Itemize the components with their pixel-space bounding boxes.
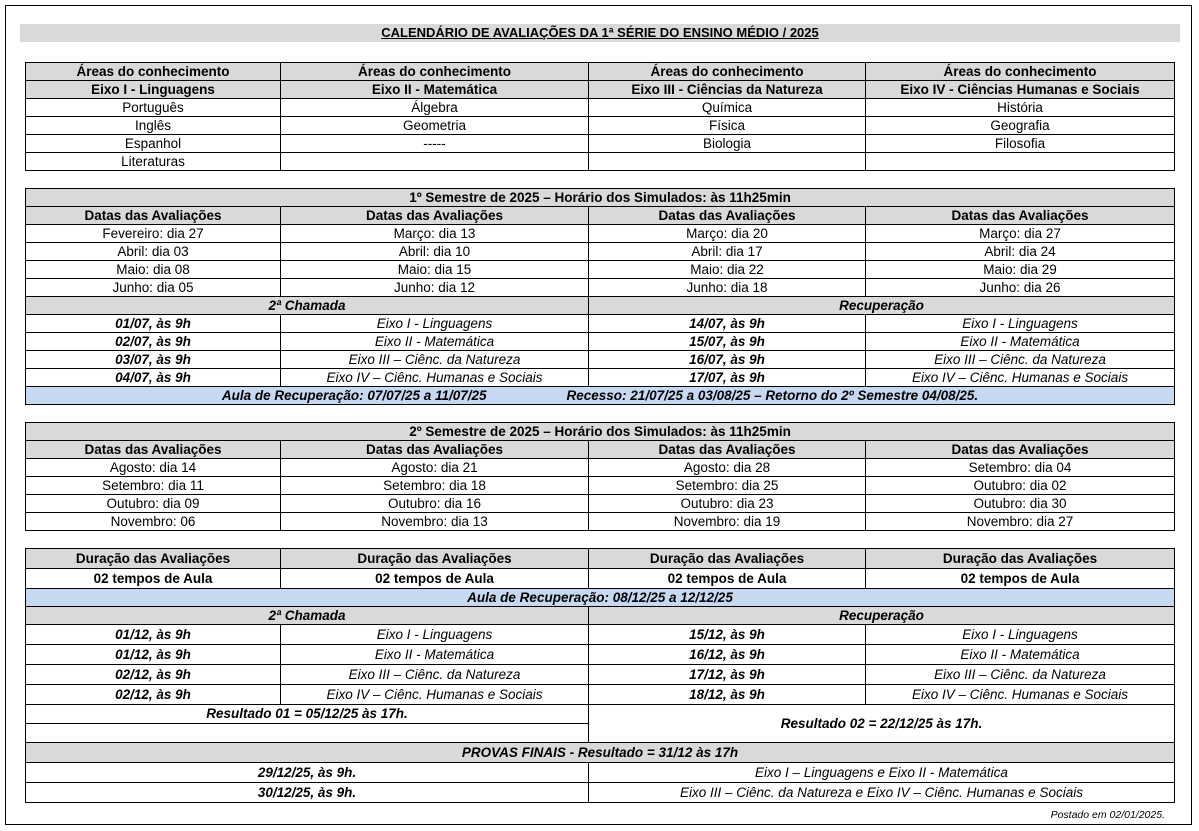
final-exam-axes: Eixo I – Linguagens e Eixo II - Matemática [589,763,1175,783]
date-row [26,279,1175,297]
recovery-axis: Eixo III – Ciênc. da Natureza [866,351,1175,369]
semester2-title: 2º Semestre de 2025 – Horário dos Simulados: às 11h25min [26,423,1175,441]
recovery-axis: Eixo II - Matemática [866,645,1175,665]
makeup-axis: Eixo IV – Ciênc. Humanas e Sociais [281,369,589,387]
subject-cell: Filosofia [866,135,1175,153]
dates-header-cell: Datas das Avaliações [589,207,866,225]
recovery-date: 17/07, às 9h [589,369,866,387]
areas-header-cell: Áreas do conhecimento [281,63,589,81]
duration-header-row [26,549,1175,569]
areas-header-cell: Áreas do conhecimento [26,63,281,81]
subject-cell: Física [589,117,866,135]
recovery-class-row [26,589,1175,607]
recovery-date: 16/12, às 9h [589,645,866,665]
date-cell: Setembro: dia 25 [589,477,866,495]
date-cell: Outubro: dia 02 [866,477,1175,495]
makeup-axis: Eixo IV – Ciênc. Humanas e Sociais [281,685,589,705]
semester2-table [25,422,1175,531]
date-cell: Setembro: dia 11 [26,477,281,495]
dates-header-cell: Datas das Avaliações [26,441,281,459]
date-cell: Junho: dia 18 [589,279,866,297]
subject-row [26,135,1175,153]
semester1-table [25,188,1175,405]
recovery-date: 14/07, às 9h [589,315,866,333]
dates-header-row [26,441,1175,459]
date-cell: Novembro: dia 13 [281,513,589,531]
date-cell: Março: dia 27 [866,225,1175,243]
result-1: Resultado 01 = 05/12/25 às 17h. [26,705,589,724]
date-cell: Março: dia 20 [589,225,866,243]
date-row [26,459,1175,477]
dates-header-cell: Datas das Avaliações [866,441,1175,459]
date-cell: Abril: dia 10 [281,243,589,261]
recovery-axis: Eixo IV – Ciênc. Humanas e Sociais [866,685,1175,705]
date-cell: Agosto: dia 21 [281,459,589,477]
date-cell: Abril: dia 24 [866,243,1175,261]
dates-header-row [26,207,1175,225]
dates-header-cell: Datas das Avaliações [281,441,589,459]
recovery-axis: Eixo III – Ciênc. da Natureza [866,665,1175,685]
subject-cell [281,153,589,171]
recovery-axis: Eixo IV – Ciênc. Humanas e Sociais [866,369,1175,387]
makeup-axis: Eixo I - Linguagens [281,315,589,333]
subject-cell: Química [589,99,866,117]
duration-cell: 02 tempos de Aula [866,569,1175,589]
date-cell: Maio: dia 08 [26,261,281,279]
duration-row [26,569,1175,589]
makeup-row [26,665,1175,685]
date-cell: Junho: dia 05 [26,279,281,297]
areas-header-cell: Áreas do conhecimento [866,63,1175,81]
dates-header-cell: Datas das Avaliações [866,207,1175,225]
date-row [26,477,1175,495]
date-row [26,225,1175,243]
subject-cell: Espanhol [26,135,281,153]
final-exams-title: PROVAS FINAIS - Resultado = 31/12 às 17h [26,743,1175,763]
subject-row [26,117,1175,135]
eixo-cell: Eixo I - Linguagens [26,81,281,99]
recovery-label: Recuperação [589,607,1175,625]
duration-cell: 02 tempos de Aula [281,569,589,589]
date-cell: Março: dia 13 [281,225,589,243]
subject-cell: Português [26,99,281,117]
makeup-row [26,315,1175,333]
makeup-header-row [26,607,1175,625]
date-cell: Outubro: dia 16 [281,495,589,513]
makeup-header-row [26,297,1175,315]
dates-header-cell: Datas das Avaliações [26,207,281,225]
date-cell: Novembro: dia 19 [589,513,866,531]
makeup-axis: Eixo III – Ciênc. da Natureza [281,665,589,685]
date-cell: Maio: dia 29 [866,261,1175,279]
second-call-label: 2ª Chamada [26,297,589,315]
recovery-class-cell: Aula de Recuperação: 08/12/25 a 12/12/25 [26,589,1175,607]
recovery-date: 15/07, às 9h [589,333,866,351]
makeup-date: 01/12, às 9h [26,625,281,645]
recovery-label: Recuperação [589,297,1175,315]
recess-text: Recesso: 21/07/25 a 03/08/25 – Retorno do 2º Semestre 04/08/25. [566,388,979,403]
recovery-axis: Eixo I - Linguagens [866,315,1175,333]
date-cell: Agosto: dia 14 [26,459,281,477]
makeup-row [26,333,1175,351]
dates-header-cell: Datas das Avaliações [281,207,589,225]
makeup-axis: Eixo III – Ciênc. da Natureza [281,351,589,369]
posted-date: Postado em 02/01/2025. [1050,809,1165,821]
date-cell: Setembro: dia 04 [866,459,1175,477]
eixos-row [26,81,1175,99]
date-row [26,495,1175,513]
date-row [26,513,1175,531]
subject-cell: Geometria [281,117,589,135]
makeup-axis: Eixo I - Linguagens [281,625,589,645]
recess-cell [26,387,1175,405]
duration-header-cell: Duração das Avaliações [866,549,1175,569]
dates-header-cell: Datas das Avaliações [589,441,866,459]
recovery-class-text: Aula de Recuperação: 07/07/25 a 11/07/25 [221,388,487,403]
makeup-row [26,369,1175,387]
date-cell: Novembro: dia 27 [866,513,1175,531]
makeup-axis: Eixo II - Matemática [281,333,589,351]
result-2: Resultado 02 = 22/12/25 às 17h. [589,705,1175,743]
subject-cell: Literaturas [26,153,281,171]
makeup-date: 01/12, às 9h [26,645,281,665]
date-cell: Fevereiro: dia 27 [26,225,281,243]
final-exam-axes: Eixo III – Ciênc. da Natureza e Eixo IV – Ciênc. Humanas e Sociais [589,783,1175,803]
subject-row [26,153,1175,171]
date-cell: Novembro: 06 [26,513,281,531]
result-row [26,705,1175,724]
date-row [26,261,1175,279]
recovery-axis: Eixo I - Linguagens [866,625,1175,645]
final-exams-row [26,743,1175,763]
date-cell: Junho: dia 12 [281,279,589,297]
date-cell: Abril: dia 03 [26,243,281,261]
makeup-row [26,685,1175,705]
recovery-date: 15/12, às 9h [589,625,866,645]
eixo-cell: Eixo III - Ciências da Natureza [589,81,866,99]
date-cell: Outubro: dia 23 [589,495,866,513]
subject-cell [866,153,1175,171]
semester1-title: 1º Semestre de 2025 – Horário dos Simulados: às 11h25min [26,189,1175,207]
makeup-row [26,645,1175,665]
makeup-row [26,351,1175,369]
subject-cell: Geografia [866,117,1175,135]
final-exam-row [26,783,1175,803]
result-spacer-cell [26,724,589,743]
subject-cell: Álgebra [281,99,589,117]
makeup-axis: Eixo II - Matemática [281,645,589,665]
date-cell: Maio: dia 22 [589,261,866,279]
recovery-date: 17/12, às 9h [589,665,866,685]
date-cell: Agosto: dia 28 [589,459,866,477]
second-call-label: 2ª Chamada [26,607,589,625]
final-exam-date: 30/12/25, às 9h. [26,783,589,803]
recovery-axis: Eixo II - Matemática [866,333,1175,351]
makeup-date: 03/07, às 9h [26,351,281,369]
eixo-cell: Eixo IV - Ciências Humanas e Sociais [866,81,1175,99]
makeup-date: 02/07, às 9h [26,333,281,351]
areas-header-cell: Áreas do conhecimento [589,63,866,81]
recess-row [26,387,1175,405]
makeup-row [26,625,1175,645]
makeup-date: 01/07, às 9h [26,315,281,333]
makeup-date: 04/07, às 9h [26,369,281,387]
duration-header-cell: Duração das Avaliações [26,549,281,569]
areas-header-row [26,63,1175,81]
recovery-date: 18/12, às 9h [589,685,866,705]
subject-cell: História [866,99,1175,117]
date-cell: Setembro: dia 18 [281,477,589,495]
final-exam-date: 29/12/25, às 9h. [26,763,589,783]
date-cell: Junho: dia 26 [866,279,1175,297]
date-row [26,243,1175,261]
page-title: CALENDÁRIO DE AVALIAÇÕES DA 1ª SÉRIE DO ENSINO MÉDIO / 2025 [20,24,1180,42]
subject-cell: ----- [281,135,589,153]
duration-cell: 02 tempos de Aula [589,569,866,589]
duration-header-cell: Duração das Avaliações [281,549,589,569]
areas-table [25,62,1175,171]
date-cell: Outubro: dia 09 [26,495,281,513]
final-table [25,548,1175,803]
duration-cell: 02 tempos de Aula [26,569,281,589]
subject-row [26,99,1175,117]
duration-header-cell: Duração das Avaliações [589,549,866,569]
subject-cell: Biologia [589,135,866,153]
final-exam-row [26,763,1175,783]
date-cell: Outubro: dia 30 [866,495,1175,513]
subject-cell: Inglês [26,117,281,135]
makeup-date: 02/12, às 9h [26,685,281,705]
date-cell: Maio: dia 15 [281,261,589,279]
recovery-date: 16/07, às 9h [589,351,866,369]
makeup-date: 02/12, às 9h [26,665,281,685]
date-cell: Abril: dia 17 [589,243,866,261]
subject-cell [589,153,866,171]
eixo-cell: Eixo II - Matemática [281,81,589,99]
